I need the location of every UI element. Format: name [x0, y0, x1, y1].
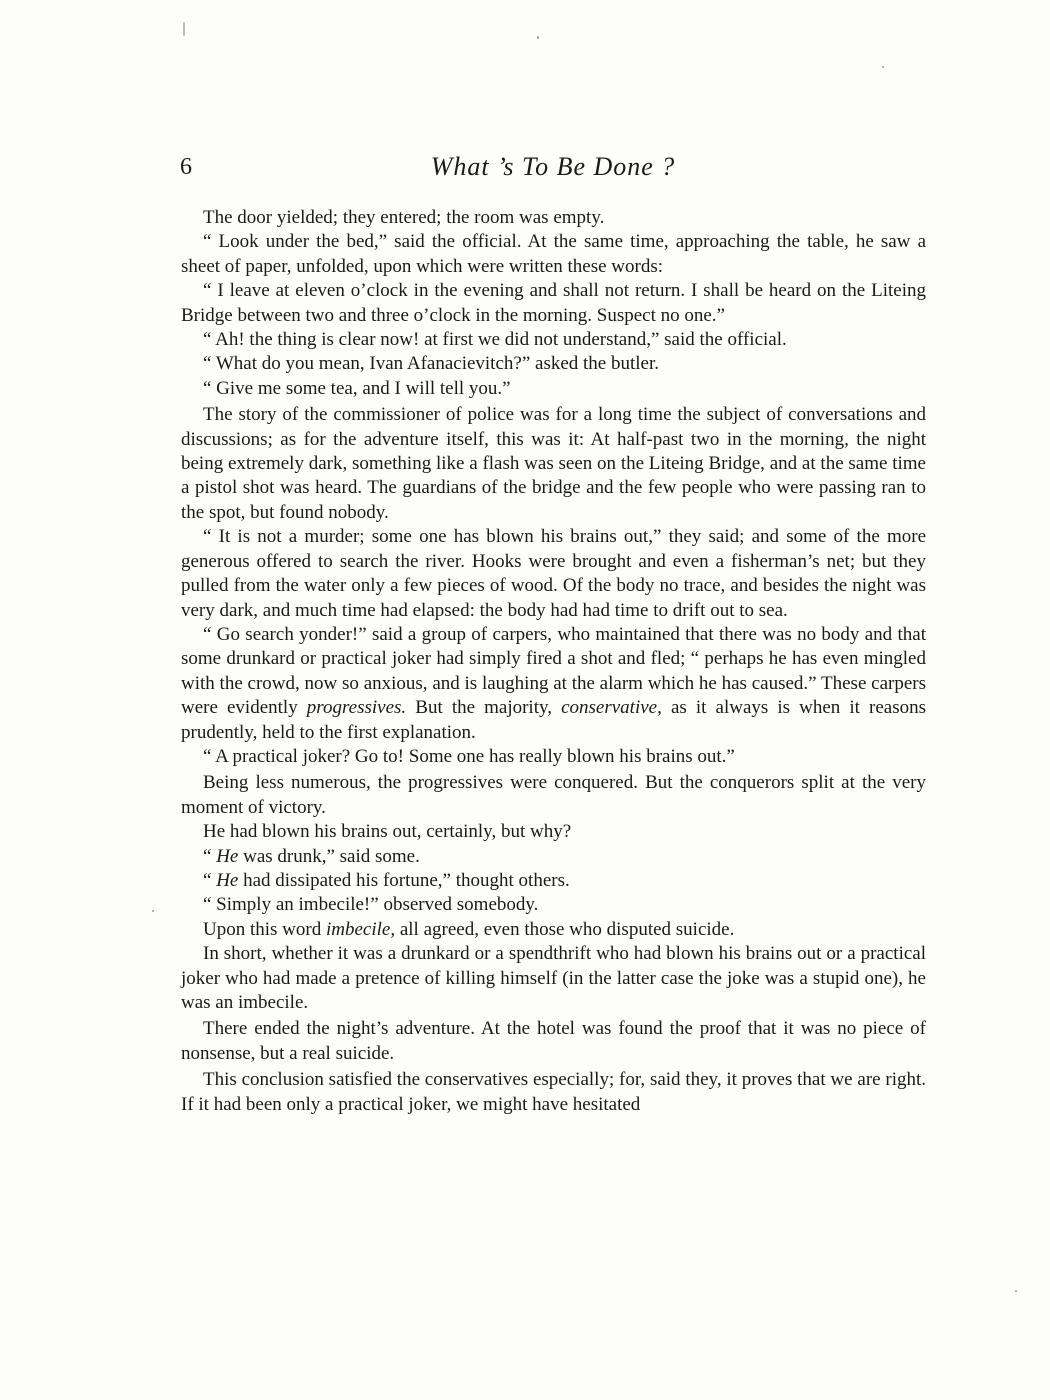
paper-speck — [1015, 1290, 1017, 1292]
paragraph-text: “ Go search yonder!” said a group of carpers, who maintained that there was no body and that some drunkard or practical joker had simply fired a shot and fled; “ perhaps he has even mingled with the crowd, now so anxious, and is laughing at the alarm which he has caused.” These carpers were evidently — [181, 623, 926, 719]
paragraph-text: as it always is when it reasons prudently, held to the first explanation. — [181, 697, 926, 743]
italic-term: He — [216, 845, 239, 867]
paragraph-text: Upon this word — [203, 918, 326, 940]
paragraph — [181, 623, 926, 745]
paper-speck — [183, 22, 185, 36]
paragraph — [181, 869, 926, 893]
paragraph: “ It is not a murder; some one has blown his brains out,” they said; and some of the more generous offered to search the river. Hooks were brought and even a fisherman’s net; but they pulled from the water only a few pieces of wood. Of the body no trace, and besides the night was very dark, and much time had elapsed: the body had had time to drift out to sea. — [181, 526, 926, 621]
italic-term: He — [216, 869, 239, 891]
italic-term: conservative, — [561, 697, 662, 719]
paragraph: There ended the night’s adventure. At the hotel was found the proof that it was no piece of nonsense, but a real suicide. — [181, 1018, 926, 1064]
italic-term: imbecile, — [325, 918, 396, 940]
paragraph: Being less numerous, the progressives were conquered. But the conquerors split at the very moment of victory. — [181, 772, 926, 818]
paragraph: He had blown his brains out, certainly, but why? — [203, 821, 572, 843]
paragraph: The story of the commissioner of police was for a long time the subject of conversations and discussions; as for the adventure itself, this was it: At half-past two in the morning, the night being extremely dark, something like a flash was seen on the Liteing Bridge, and at the same time a pistol shot was heard. The guardians of the bridge and the few people who were passing ran to the spot, but found nobody. — [181, 404, 926, 523]
paragraph: “ Ah! the thing is clear now! at first we did not understand,” said the official. — [203, 329, 787, 351]
paragraph-text: “ — [203, 845, 217, 867]
paragraph-text: had dissipated his fortune,” thought others. — [238, 869, 570, 891]
paragraph-text: all agreed, even those who disputed suicide. — [395, 918, 735, 940]
page-header — [180, 150, 926, 184]
paragraph: In short, whether it was a drunkard or a spendthrift who had blown his brains out or a practical joker who had made a pretence of killing himself (in the latter case the joke was a stupid one), he was an imbecile. — [181, 943, 926, 1013]
paragraph: “ Simply an imbecile!” observed somebody. — [203, 894, 539, 916]
running-title: What ’s To Be Done ? — [430, 152, 676, 181]
paragraph: “ What do you mean, Ivan Afanacievitch?” asked the butler. — [203, 353, 659, 375]
paragraph: “ A practical joker? Go to! Some one has really blown his brains out.” — [203, 745, 735, 767]
paragraph — [181, 918, 926, 942]
paper-speck — [882, 66, 884, 68]
paragraph: The door yielded; they entered; the room was empty. — [203, 207, 605, 228]
paragraph — [181, 845, 926, 869]
paragraph: “ Look under the bed,” said the official. At the same time, approaching the table, he saw a sheet of paper, unfolded, upon which were written these words: — [181, 231, 926, 277]
paragraph-text: But the majority, — [406, 697, 562, 719]
paragraph-text: was drunk,” said some. — [238, 845, 420, 867]
italic-term: progressives. — [306, 697, 407, 719]
page-number: 6 — [180, 154, 192, 180]
paragraph: This conclusion satisfied the conservatives especially; for, said they, it proves that we are right. If it had been only a practical joker, we might have hesitated — [181, 1069, 926, 1115]
paragraph-text: “ — [203, 869, 217, 891]
paper-speck — [152, 910, 154, 912]
paragraph: “ I leave at eleven o’clock in the evening and shall not return. I shall be heard on the Liteing Bridge between two and three o’clock in the morning. Suspect no one.” — [181, 280, 926, 326]
paper-speck — [537, 36, 539, 39]
body-text — [181, 206, 926, 1117]
paragraph: “ Give me some tea, and I will tell you.” — [203, 377, 511, 399]
